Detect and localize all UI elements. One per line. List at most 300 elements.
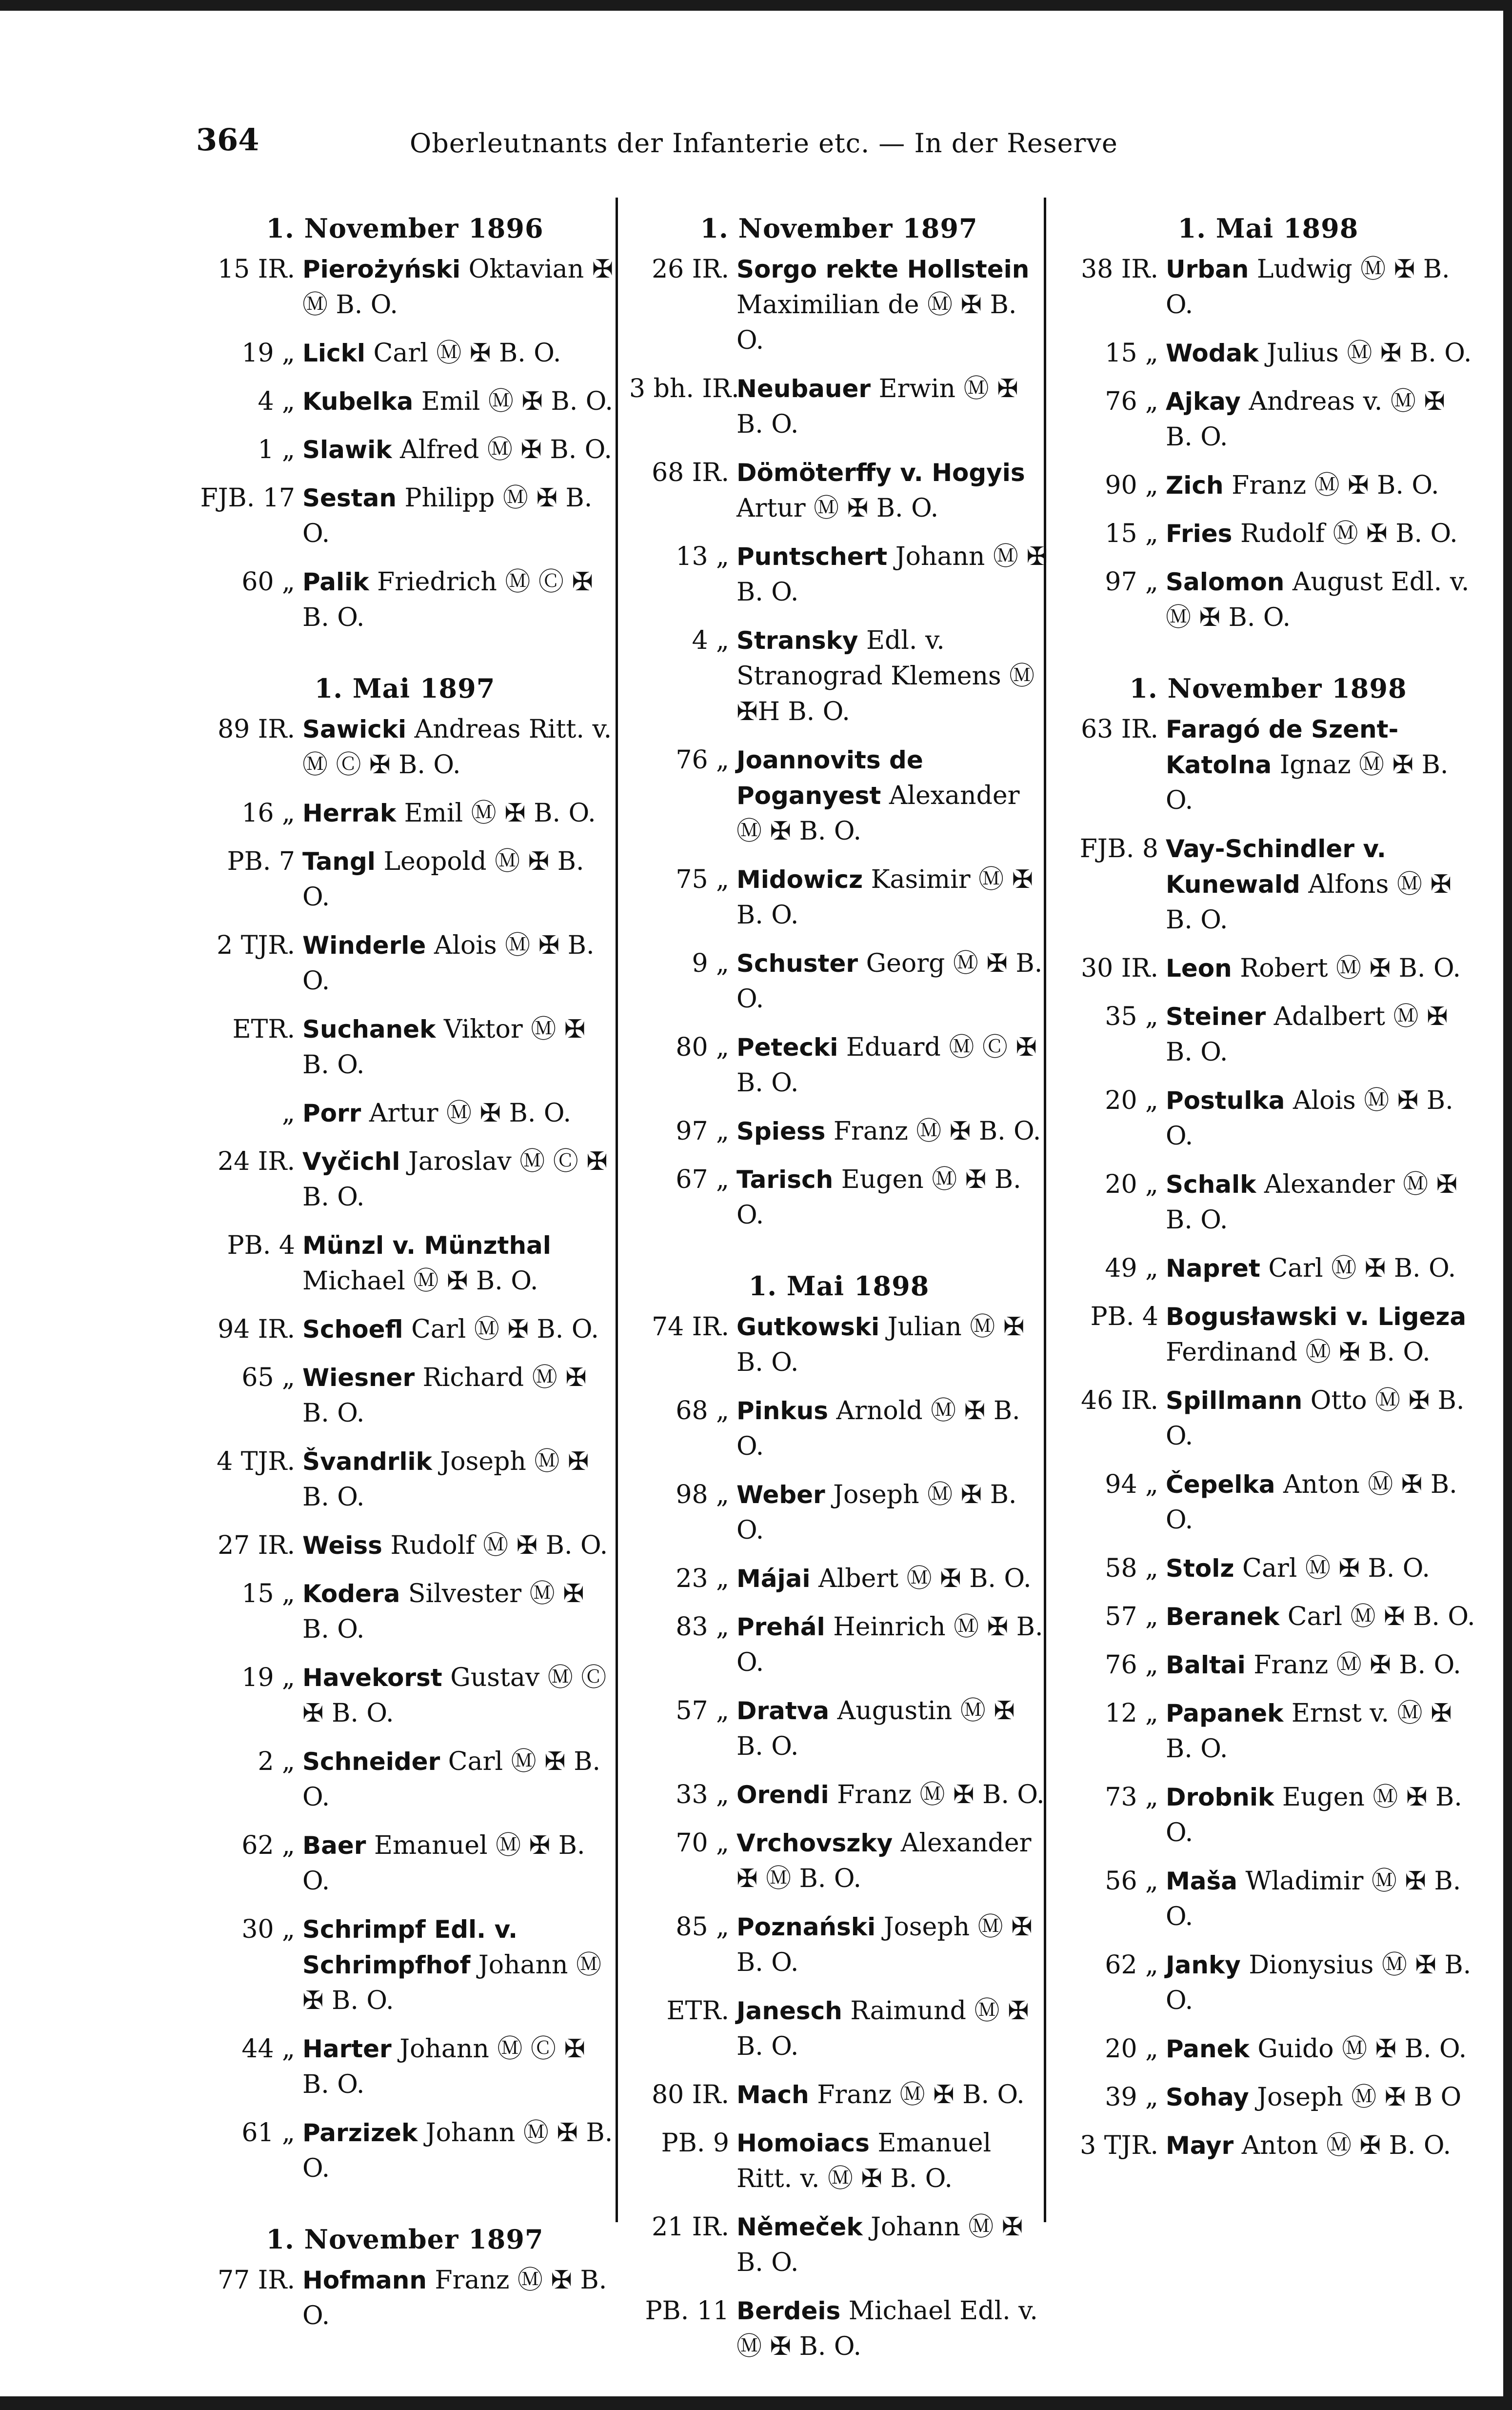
- officer-surname: Němeček: [736, 2213, 863, 2241]
- officer-details: Johann Ⓜ ✠ B. O.: [736, 542, 1048, 607]
- unit-code: 19 „: [241, 1663, 295, 1692]
- officer-surname: Napret: [1166, 1254, 1260, 1283]
- officer-surname: Švandrlik: [302, 1447, 432, 1476]
- officer-surname: Pierożyński: [302, 255, 461, 283]
- officer-details: Joseph Ⓜ ✠ B. O.: [302, 1447, 589, 1512]
- unit-code: 15 IR.: [218, 255, 295, 284]
- unit-code: 76 „: [1105, 1650, 1158, 1680]
- officer-details: Albert Ⓜ ✠ B. O.: [810, 1564, 1032, 1593]
- officer-details: Alois Ⓜ ✠ B. O.: [302, 931, 595, 996]
- officer-surname: Gutkowski: [736, 1313, 880, 1341]
- officer-surname: Spillmann: [1166, 1386, 1303, 1415]
- unit-code: 76 „: [1105, 387, 1158, 416]
- unit-code: 13 „: [676, 542, 729, 571]
- officer-entry: [629, 623, 1049, 730]
- officer-details: Adalbert Ⓜ ✠ B. O.: [1166, 1002, 1448, 1067]
- officer-details: Gustav Ⓜ Ⓒ ✠ B. O.: [302, 1663, 607, 1728]
- officer-entry: [629, 1393, 1049, 1465]
- officer-surname: Schrimpf Edl. v. Schrimpfhof: [302, 1915, 518, 1979]
- page-number: 364: [196, 122, 259, 158]
- officer-entry: [629, 1993, 1049, 2065]
- unit-code: 77 IR.: [218, 2266, 295, 2295]
- officer-entry: [1058, 999, 1478, 1070]
- officer-entry: [629, 1909, 1049, 1981]
- officer-surname: Zich: [1166, 471, 1224, 500]
- running-head: Oberleutnants der Infanterie etc. — In der Reserve: [410, 128, 1118, 159]
- unit-code: ETR.: [232, 1015, 295, 1044]
- officer-surname: Mach: [736, 2081, 809, 2109]
- unit-code: 74 IR.: [652, 1312, 729, 1342]
- officer-surname: Postulka: [1166, 1086, 1285, 1115]
- officer-surname: Steiner: [1166, 1003, 1266, 1031]
- unit-code: 67 „: [676, 1165, 729, 1194]
- officer-details: August Edl. v. Ⓜ ✠ B. O.: [1166, 567, 1470, 632]
- unit-code: 57 „: [676, 1696, 729, 1726]
- unit-code: 4 TJR.: [217, 1447, 295, 1476]
- officer-entry: [195, 1312, 615, 1347]
- officer-details: Franz Ⓜ ✠ B. O.: [829, 1780, 1045, 1809]
- officer-details: Friedrich Ⓜ Ⓒ ✠ B. O.: [302, 567, 593, 632]
- officer-surname: Schoefl: [302, 1315, 403, 1344]
- officer-details: Heinrich Ⓜ ✠ B. O.: [736, 1612, 1043, 1677]
- officer-entry: [629, 252, 1049, 359]
- unit-code: PB. 4: [227, 1231, 295, 1260]
- officer-details: Kasimir Ⓜ ✠ B. O.: [736, 865, 1034, 930]
- unit-code: „: [282, 1099, 295, 1128]
- officer-details: Rudolf Ⓜ ✠ B. O.: [1232, 519, 1458, 548]
- officer-details: Franz Ⓜ ✠ B. O.: [302, 2266, 607, 2330]
- officer-surname: Spiess: [736, 1117, 826, 1145]
- officer-details: Anton Ⓜ ✠ B. O.: [1233, 2131, 1452, 2160]
- unit-code: 20 „: [1105, 1170, 1158, 1199]
- officer-surname: Porr: [302, 1099, 361, 1127]
- officer-entry: [1058, 1167, 1478, 1238]
- officer-entry: [195, 1012, 615, 1083]
- unit-code: 94 IR.: [218, 1315, 295, 1344]
- officer-entry: [629, 1309, 1049, 1381]
- officer-entry: [195, 432, 615, 468]
- officer-entry: [1058, 712, 1478, 819]
- unit-code: 1 „: [258, 435, 295, 464]
- officer-details: Carl Ⓜ ✠ B. O.: [1234, 1554, 1430, 1583]
- unit-code: 38 IR.: [1081, 255, 1158, 284]
- officer-surname: Panek: [1166, 2035, 1250, 2063]
- officer-entry: [195, 1228, 615, 1299]
- officer-entry: [1058, 1864, 1478, 1935]
- officer-entry: [195, 928, 615, 999]
- scan-edge-bottom: [0, 2396, 1512, 2410]
- officer-entry: [195, 1096, 615, 1131]
- officer-entry: [195, 712, 615, 783]
- scan-edge-top: [0, 0, 1512, 11]
- unit-code: 83 „: [676, 1612, 729, 1642]
- unit-code: 68 „: [676, 1396, 729, 1426]
- officer-surname: Münzl v. Münzthal: [302, 1231, 551, 1260]
- officer-entry: [195, 796, 615, 831]
- officer-details: Alois Ⓜ ✠ B. O.: [1166, 1086, 1453, 1151]
- officer-details: Jaroslav Ⓜ Ⓒ ✠ B. O.: [302, 1147, 608, 1212]
- officer-surname: Lickl: [302, 339, 366, 367]
- officer-details: Johann Ⓜ ✠ B. O.: [302, 2118, 613, 2183]
- unit-code: 46 IR.: [1081, 1386, 1158, 1415]
- officer-surname: Tangl: [302, 847, 376, 876]
- officer-entry: [1058, 1467, 1478, 1538]
- officer-surname: Vay-Schindler v. Kunewald: [1166, 835, 1386, 899]
- officer-entry: [629, 946, 1049, 1017]
- unit-code: FJB. 17: [200, 483, 295, 513]
- officer-details: Leopold Ⓜ ✠ B. O.: [302, 847, 584, 912]
- officer-details: Carl Ⓜ ✠ B. O.: [365, 339, 561, 368]
- officer-surname: Hofmann: [302, 2266, 427, 2294]
- unit-code: 23 „: [676, 1564, 729, 1593]
- officer-surname: Fries: [1166, 520, 1233, 548]
- officer-details: Franz Ⓜ ✠ B. O.: [809, 2080, 1025, 2109]
- officer-details: Carl Ⓜ ✠ B. O.: [302, 1747, 600, 1812]
- officer-surname: Pinkus: [736, 1397, 828, 1425]
- officer-details: Franz Ⓜ ✠ B. O.: [1245, 1650, 1461, 1680]
- officer-details: Robert Ⓜ ✠ B. O.: [1232, 954, 1461, 983]
- unit-code: PB. 4: [1090, 1302, 1158, 1331]
- officer-surname: Urban: [1166, 255, 1249, 283]
- officer-entry: [195, 1144, 615, 1215]
- officer-surname: Weber: [736, 1481, 825, 1509]
- officer-surname: Sorgo rekte Hollstein: [736, 255, 1030, 283]
- officer-surname: Baer: [302, 1831, 366, 1860]
- officer-surname: Dratva: [736, 1697, 830, 1725]
- officer-entry: [195, 252, 615, 323]
- officer-entry: [1058, 1696, 1478, 1767]
- officer-surname: Ajkay: [1166, 387, 1241, 416]
- officer-details: Julian Ⓜ ✠ B. O.: [736, 1312, 1025, 1377]
- officer-details: Eugen Ⓜ ✠ B. O.: [736, 1165, 1021, 1230]
- unit-code: 44 „: [241, 2034, 295, 2064]
- officer-surname: Vrchovszky: [736, 1829, 893, 1857]
- officer-details: Guido Ⓜ ✠ B. O.: [1249, 2034, 1467, 2064]
- officer-surname: Baltai: [1166, 1651, 1246, 1679]
- officer-surname: Májai: [736, 1565, 811, 1593]
- officer-entry: [1058, 2031, 1478, 2067]
- officer-surname: Bogusławski v. Ligeza: [1166, 1303, 1467, 1331]
- officer-surname: Midowicz: [736, 865, 863, 894]
- section-heading: 1. November 1896: [266, 213, 544, 244]
- officer-surname: Slawik: [302, 436, 392, 464]
- officer-details: Johann Ⓜ Ⓒ ✠ B. O.: [302, 2034, 586, 2099]
- unit-code: 65 „: [241, 1363, 295, 1392]
- officer-entry: [195, 844, 615, 915]
- officer-entry: [629, 2209, 1049, 2281]
- unit-code: 68 IR.: [652, 458, 729, 487]
- officer-surname: Suchanek: [302, 1015, 436, 1044]
- unit-code: 58 „: [1105, 1554, 1158, 1583]
- officer-surname: Wiesner: [302, 1364, 415, 1392]
- unit-code: 4 „: [692, 626, 729, 655]
- officer-entry: [629, 743, 1049, 849]
- officer-surname: Wodak: [1166, 339, 1259, 367]
- officer-surname: Havekorst: [302, 1664, 442, 1692]
- column-right: [1058, 205, 1478, 2176]
- officer-details: Anton Ⓜ ✠ B. O.: [1166, 1470, 1457, 1535]
- unit-code: 85 „: [676, 1912, 729, 1942]
- officer-surname: Kubelka: [302, 387, 414, 416]
- officer-surname: Palik: [302, 568, 369, 596]
- unit-code: 3 TJR.: [1080, 2131, 1158, 2160]
- officer-details: Rudolf Ⓜ ✠ B. O.: [382, 1531, 608, 1560]
- officer-entry: [195, 1912, 615, 2019]
- officer-details: Alfons Ⓜ ✠ B. O.: [1166, 870, 1452, 935]
- officer-details: Eduard Ⓜ Ⓒ ✠ B. O.: [736, 1033, 1037, 1098]
- officer-details: Andreas Ritt. v. Ⓜ Ⓒ ✠ B. O.: [302, 715, 612, 780]
- unit-code: 89 IR.: [218, 715, 295, 744]
- officer-entry: [629, 1777, 1049, 1813]
- officer-details: Michael Ⓜ ✠ B. O.: [302, 1266, 538, 1296]
- unit-code: 76 „: [676, 745, 729, 775]
- unit-code: 30 IR.: [1081, 954, 1158, 983]
- officer-details: Oktavian ✠ Ⓜ B. O.: [302, 255, 614, 320]
- officer-surname: Weiss: [302, 1531, 382, 1560]
- officer-entry: [1058, 1780, 1478, 1851]
- officer-surname: Poznański: [736, 1913, 876, 1941]
- officer-details: Emil Ⓜ ✠ B. O.: [413, 387, 613, 416]
- officer-entry: [195, 1360, 615, 1431]
- officer-entry: [195, 1576, 615, 1647]
- unit-code: 15 „: [1105, 339, 1158, 368]
- unit-code: 56 „: [1105, 1867, 1158, 1896]
- section-heading: 1. November 1897: [700, 213, 978, 244]
- officer-surname: Herrak: [302, 799, 397, 827]
- officer-entry: [629, 1693, 1049, 1765]
- officer-surname: Salomon: [1166, 568, 1285, 596]
- unit-code: 3 bh. IR.: [629, 374, 739, 403]
- unit-code: 20 „: [1105, 1086, 1158, 1115]
- unit-code: 9 „: [692, 949, 729, 978]
- unit-code: 26 IR.: [652, 255, 729, 284]
- unit-code: 62 „: [241, 1831, 295, 1860]
- officer-entry: [1058, 831, 1478, 938]
- officer-entry: [1058, 1599, 1478, 1635]
- unit-code: FJB. 8: [1079, 834, 1158, 864]
- officer-entry: [195, 2031, 615, 2103]
- unit-code: 94 „: [1105, 1470, 1158, 1499]
- officer-surname: Janky: [1166, 1951, 1241, 1979]
- officer-details: Richard Ⓜ ✠ B. O.: [302, 1363, 587, 1428]
- unit-code: 80 „: [676, 1033, 729, 1062]
- officer-surname: Maša: [1166, 1867, 1237, 1895]
- column-divider: [616, 198, 618, 2222]
- officer-details: Johann Ⓜ ✠ B. O.: [736, 2212, 1023, 2277]
- officer-entry: [1058, 1647, 1478, 1683]
- unit-code: 90 „: [1105, 471, 1158, 500]
- officer-entry: [1058, 516, 1478, 552]
- officer-surname: Prehál: [736, 1613, 825, 1641]
- officer-details: Carl Ⓜ ✠ B. O.: [1260, 1254, 1456, 1283]
- officer-entry: [195, 1528, 615, 1564]
- unit-code: 24 IR.: [218, 1147, 295, 1176]
- officer-surname: Schalk: [1166, 1170, 1256, 1199]
- officer-surname: Orendi: [736, 1781, 829, 1809]
- officer-entry: [1058, 564, 1478, 636]
- unit-code: 80 IR.: [652, 2080, 729, 2109]
- officer-entry: [195, 384, 615, 420]
- officer-entry: [629, 539, 1049, 610]
- officer-details: Ernst v. Ⓜ ✠ B. O.: [1166, 1699, 1452, 1764]
- officer-details: Georg Ⓜ ✠ B. O.: [736, 949, 1043, 1014]
- officer-surname: Berdeis: [736, 2297, 841, 2325]
- unit-code: 97 „: [676, 1117, 729, 1146]
- unit-code: 2 „: [258, 1747, 295, 1776]
- unit-code: 30 „: [241, 1915, 295, 1944]
- officer-entry: [629, 1561, 1049, 1597]
- officer-entry: [1058, 1251, 1478, 1286]
- officer-entry: [629, 1030, 1049, 1101]
- officer-surname: Homoiacs: [736, 2129, 870, 2157]
- officer-entry: [1058, 336, 1478, 371]
- section-heading: 1. November 1898: [1129, 673, 1407, 704]
- officer-surname: Sestan: [302, 484, 397, 512]
- unit-code: 21 IR.: [652, 2212, 729, 2242]
- officer-details: Eugen Ⓜ ✠ B. O.: [1166, 1783, 1462, 1848]
- officer-surname: Tarisch: [736, 1165, 834, 1194]
- column-middle: [629, 205, 1049, 2377]
- unit-code: 73 „: [1105, 1783, 1158, 1812]
- officer-surname: Papanek: [1166, 1699, 1284, 1727]
- officer-surname: Petecki: [736, 1033, 838, 1062]
- officer-details: Wladimir Ⓜ ✠ B. O.: [1166, 1867, 1461, 1931]
- officer-details: Edl. v. Stranograd Klemens Ⓜ ✠H B. O.: [736, 626, 1035, 726]
- officer-entry: [629, 2077, 1049, 2113]
- officer-details: Carl Ⓜ ✠ B. O.: [403, 1315, 599, 1344]
- officer-surname: Sohay: [1166, 2083, 1249, 2111]
- officer-details: Joseph Ⓜ ✠ B. O.: [736, 1480, 1017, 1545]
- officer-details: Artur Ⓜ ✠ B. O.: [736, 494, 939, 523]
- officer-entry: [629, 1114, 1049, 1149]
- officer-details: Johann Ⓜ ✠ B. O.: [302, 1950, 602, 2015]
- officer-details: Emil Ⓜ ✠ B. O.: [396, 799, 596, 828]
- officer-entry: [629, 455, 1049, 526]
- unit-code: 63 IR.: [1081, 715, 1158, 744]
- unit-code: 61 „: [241, 2118, 295, 2148]
- officer-entry: [1058, 252, 1478, 323]
- officer-surname: Sawicki: [302, 715, 407, 743]
- officer-entry: [195, 336, 615, 371]
- officer-entry: [629, 862, 1049, 933]
- officer-surname: Drobnik: [1166, 1783, 1274, 1811]
- unit-code: 97 „: [1105, 567, 1158, 597]
- unit-code: 39 „: [1105, 2083, 1158, 2112]
- officer-details: Franz Ⓜ ✠ B. O.: [825, 1117, 1041, 1146]
- officer-details: Julius Ⓜ ✠ B. O.: [1258, 339, 1472, 368]
- officer-details: Emanuel Ritt. v. Ⓜ ✠ B. O.: [736, 2129, 992, 2193]
- unit-code: 62 „: [1105, 1950, 1158, 1980]
- officer-details: Arnold Ⓜ ✠ B. O.: [736, 1396, 1020, 1461]
- section-heading: 1. November 1897: [266, 2224, 544, 2255]
- officer-surname: Puntschert: [736, 542, 888, 571]
- officer-entry: [1058, 384, 1478, 455]
- officer-surname: Stransky: [736, 626, 858, 655]
- officer-surname: Dömöterffy v. Hogyis: [736, 459, 1025, 487]
- officer-details: Alexander ✠ Ⓜ B. O.: [736, 1828, 1032, 1893]
- unit-code: 15 „: [1105, 519, 1158, 548]
- officer-entry: [1058, 1383, 1478, 1454]
- unit-code: 98 „: [676, 1480, 729, 1509]
- unit-code: 16 „: [241, 799, 295, 828]
- officer-surname: Janesch: [736, 1997, 842, 2025]
- officer-surname: Neubauer: [736, 375, 871, 403]
- officer-surname: Leon: [1166, 954, 1232, 983]
- officer-entry: [629, 1826, 1049, 1897]
- unit-code: 4 „: [258, 387, 295, 416]
- officer-entry: [629, 2293, 1049, 2365]
- officer-entry: [629, 1477, 1049, 1548]
- officer-details: Alexander Ⓜ ✠ B. O.: [1166, 1170, 1458, 1235]
- officer-details: Michael Edl. v. Ⓜ ✠ B. O.: [736, 2296, 1038, 2361]
- officer-details: Andreas v. Ⓜ ✠ B. O.: [1166, 387, 1445, 452]
- unit-code: PB. 7: [227, 847, 295, 876]
- officer-entry: [1058, 951, 1478, 986]
- section-heading: 1. Mai 1898: [1177, 213, 1359, 244]
- officer-entry: [629, 371, 1049, 442]
- officer-details: Philipp Ⓜ ✠ B. O.: [302, 483, 593, 548]
- officer-details: Ignaz Ⓜ ✠ B. O.: [1166, 750, 1449, 815]
- officer-details: Joseph Ⓜ ✠ B. O.: [736, 1912, 1033, 1977]
- officer-surname: Parzizek: [302, 2119, 418, 2147]
- officer-entry: [195, 1828, 615, 1899]
- officer-details: Augustin Ⓜ ✠ B. O.: [736, 1696, 1015, 1761]
- officer-details: Alexander Ⓜ ✠ B. O.: [736, 781, 1020, 846]
- officer-surname: Čepelka: [1166, 1470, 1275, 1499]
- officer-entry: [1058, 2128, 1478, 2164]
- officer-entry: [195, 2263, 615, 2334]
- unit-code: 2 TJR.: [217, 931, 295, 960]
- officer-surname: Winderle: [302, 931, 426, 960]
- scan-edge-right: [1503, 0, 1512, 2410]
- officer-details: Silvester Ⓜ ✠ B. O.: [302, 1579, 584, 1644]
- unit-code: 49 „: [1105, 1254, 1158, 1283]
- officer-details: Carl Ⓜ ✠ B. O.: [1279, 1602, 1475, 1631]
- officer-details: Viktor Ⓜ ✠ B. O.: [302, 1015, 586, 1080]
- officer-entry: [195, 1744, 615, 1815]
- unit-code: ETR.: [666, 1996, 729, 2026]
- officer-details: Joseph Ⓜ ✠ B O: [1249, 2083, 1462, 2112]
- unit-code: PB. 9: [661, 2129, 729, 2158]
- officer-surname: Stolz: [1166, 1554, 1234, 1583]
- officer-surname: Harter: [302, 2035, 392, 2063]
- officer-entry: [195, 564, 615, 636]
- officer-surname: Joannovits de Poganyest: [736, 746, 923, 810]
- unit-code: 60 „: [241, 567, 295, 597]
- officer-details: Erwin Ⓜ ✠ B. O.: [736, 374, 1018, 439]
- officer-surname: Beranek: [1166, 1603, 1280, 1631]
- officer-details: Ferdinand Ⓜ ✠ B. O.: [1166, 1338, 1431, 1367]
- unit-code: 75 „: [676, 865, 729, 894]
- section-heading: 1. Mai 1898: [748, 1270, 930, 1302]
- officer-entry: [629, 1609, 1049, 1681]
- officer-surname: Vyčichl: [302, 1147, 400, 1176]
- officer-entry: [1058, 1299, 1478, 1370]
- officer-entry: [195, 2115, 615, 2187]
- officer-entry: [195, 1660, 615, 1731]
- unit-code: 19 „: [241, 339, 295, 368]
- officer-details: Otto Ⓜ ✠ B. O.: [1166, 1386, 1465, 1451]
- unit-code: PB. 11: [645, 2296, 729, 2326]
- unit-code: 57 „: [1105, 1602, 1158, 1631]
- officer-details: Franz Ⓜ ✠ B. O.: [1223, 471, 1439, 500]
- officer-details: Dionysius Ⓜ ✠ B. O.: [1166, 1950, 1472, 2015]
- officer-details: Artur Ⓜ ✠ B. O.: [361, 1099, 572, 1128]
- officer-surname: Mayr: [1166, 2131, 1234, 2160]
- unit-code: 15 „: [241, 1579, 295, 1608]
- unit-code: 20 „: [1105, 2034, 1158, 2064]
- officer-entry: [195, 481, 615, 552]
